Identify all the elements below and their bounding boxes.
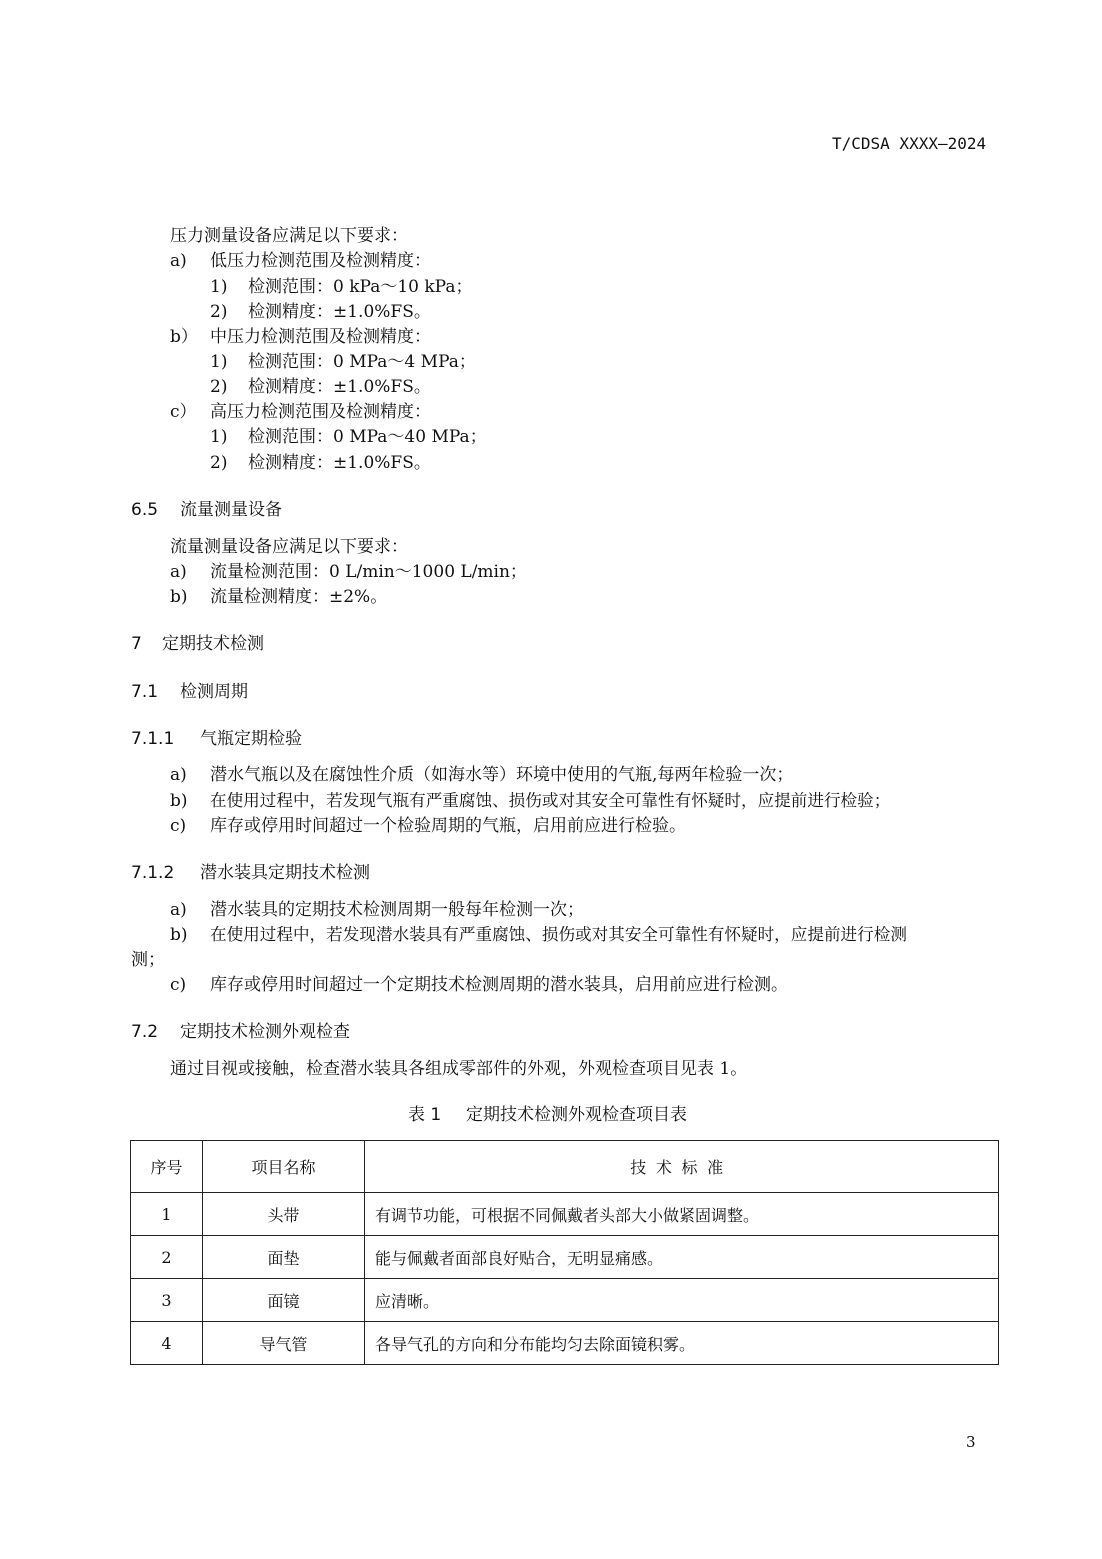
table-row: [131, 1322, 999, 1365]
list-item: 检测精度：±1.0%FS。: [248, 453, 431, 473]
list-item: 在使用过程中，若发现气瓶有严重腐蚀、损伤或对其安全可靠性有怀疑时，应提前进行检验；: [210, 791, 891, 810]
list-marker: a): [170, 251, 187, 271]
section-number: 6.5: [131, 500, 159, 520]
list-marker: a): [170, 900, 187, 920]
list-marker: 2): [210, 377, 228, 397]
table-row: [131, 1279, 999, 1322]
column-header: 项目名称: [203, 1141, 365, 1193]
page-number: 3: [966, 1433, 976, 1451]
table-cell: 4: [131, 1322, 203, 1365]
list-marker: b): [170, 791, 188, 811]
column-header: 技术标准: [365, 1141, 999, 1193]
list-marker: c): [170, 816, 187, 836]
list-item: 检测精度：±1.0%FS。: [248, 377, 431, 397]
list-item: 潜水装具的定期技术检测周期一般每年检测一次；: [210, 900, 584, 920]
section-heading: 定期技术检测: [162, 634, 264, 654]
section-heading: 检测周期: [180, 682, 248, 702]
table-cell: 3: [131, 1279, 203, 1322]
list-marker: a): [170, 562, 187, 582]
table-cell: 各导气孔的方向和分布能均匀去除面镜积雾。: [365, 1322, 999, 1365]
table-caption-title: 定期技术检测外观检查项目表: [466, 1105, 687, 1125]
list-item: 潜水气瓶以及在腐蚀性介质（如海水等）环境中使用的气瓶,每两年检验一次；: [210, 765, 794, 785]
section-number: 7.1: [131, 682, 159, 702]
list-item: 检测范围：0 kPa～10 kPa；: [248, 277, 473, 297]
table-cell: 面镜: [203, 1279, 365, 1322]
list-marker: 2): [210, 302, 228, 322]
section-number: 7: [131, 634, 142, 654]
list-item: 检测范围：0 MPa～40 MPa；: [248, 427, 487, 447]
table-row: [131, 1193, 999, 1236]
table-cell: 能与佩戴者面部良好贴合，无明显痛感。: [365, 1236, 999, 1279]
section-number: 7.1.1: [131, 729, 175, 749]
list-marker: c）: [170, 402, 197, 422]
list-marker: 2): [210, 453, 228, 473]
section-heading: 流量测量设备: [180, 500, 282, 520]
list-item: 中压力检测范围及检测精度：: [210, 327, 431, 347]
table-cell: 面垫: [203, 1236, 365, 1279]
list-item: 流量检测精度：±2%。: [210, 587, 388, 607]
list-item: 在使用过程中，若发现潜水装具有严重腐蚀、损伤或对其安全可靠性有怀疑时，应提前进行检测: [210, 925, 907, 944]
paragraph: 通过目视或接触，检查潜水装具各组成零部件的外观，外观检查项目见表 1。: [170, 1059, 748, 1079]
list-item-continuation: 测；: [131, 950, 165, 970]
list-item: 检测范围：0 MPa～4 MPa；: [248, 352, 476, 372]
list-item: 检测精度：±1.0%FS。: [248, 302, 431, 322]
list-item: 库存或停用时间超过一个检验周期的气瓶，启用前应进行检验。: [210, 816, 686, 836]
section-number: 7.1.2: [131, 863, 175, 883]
table-cell: 有调节功能，可根据不同佩戴者头部大小做紧固调整。: [365, 1193, 999, 1236]
column-header: 序号: [131, 1141, 203, 1193]
list-marker: b): [170, 925, 188, 945]
list-marker: b）: [170, 327, 198, 347]
table-header-row: [131, 1141, 999, 1193]
list-marker: 1): [210, 352, 228, 372]
list-marker: b): [170, 587, 188, 607]
table-row: [131, 1236, 999, 1279]
list-item: 流量检测范围：0 L/min～1000 L/min；: [210, 562, 527, 582]
section-heading: 定期技术检测外观检查: [180, 1022, 350, 1042]
list-marker: 1): [210, 427, 228, 447]
document-id: T/CDSA XXXX—2024: [832, 134, 987, 153]
table-cell: 2: [131, 1236, 203, 1279]
table-appearance-check: [130, 1140, 999, 1365]
list-marker: 1): [210, 277, 228, 297]
list-marker: c): [170, 975, 187, 995]
table-cell: 1: [131, 1193, 203, 1236]
list-item: 库存或停用时间超过一个定期技术检测周期的潜水装具，启用前应进行检测。: [210, 975, 788, 995]
table-cell: 导气管: [203, 1322, 365, 1365]
section-heading: 潜水装具定期技术检测: [200, 863, 370, 883]
table-cell: 头带: [203, 1193, 365, 1236]
list-marker: a): [170, 765, 187, 785]
pressure-intro: 压力测量设备应满足以下要求：: [170, 226, 408, 246]
section-heading: 气瓶定期检验: [200, 729, 302, 749]
paragraph: 流量测量设备应满足以下要求：: [170, 537, 408, 557]
list-item: 低压力检测范围及检测精度：: [210, 251, 431, 271]
list-item: 高压力检测范围及检测精度：: [210, 402, 431, 422]
section-number: 7.2: [131, 1022, 159, 1042]
table-cell: 应清晰。: [365, 1279, 999, 1322]
table-caption-number: 表 1: [408, 1105, 442, 1125]
